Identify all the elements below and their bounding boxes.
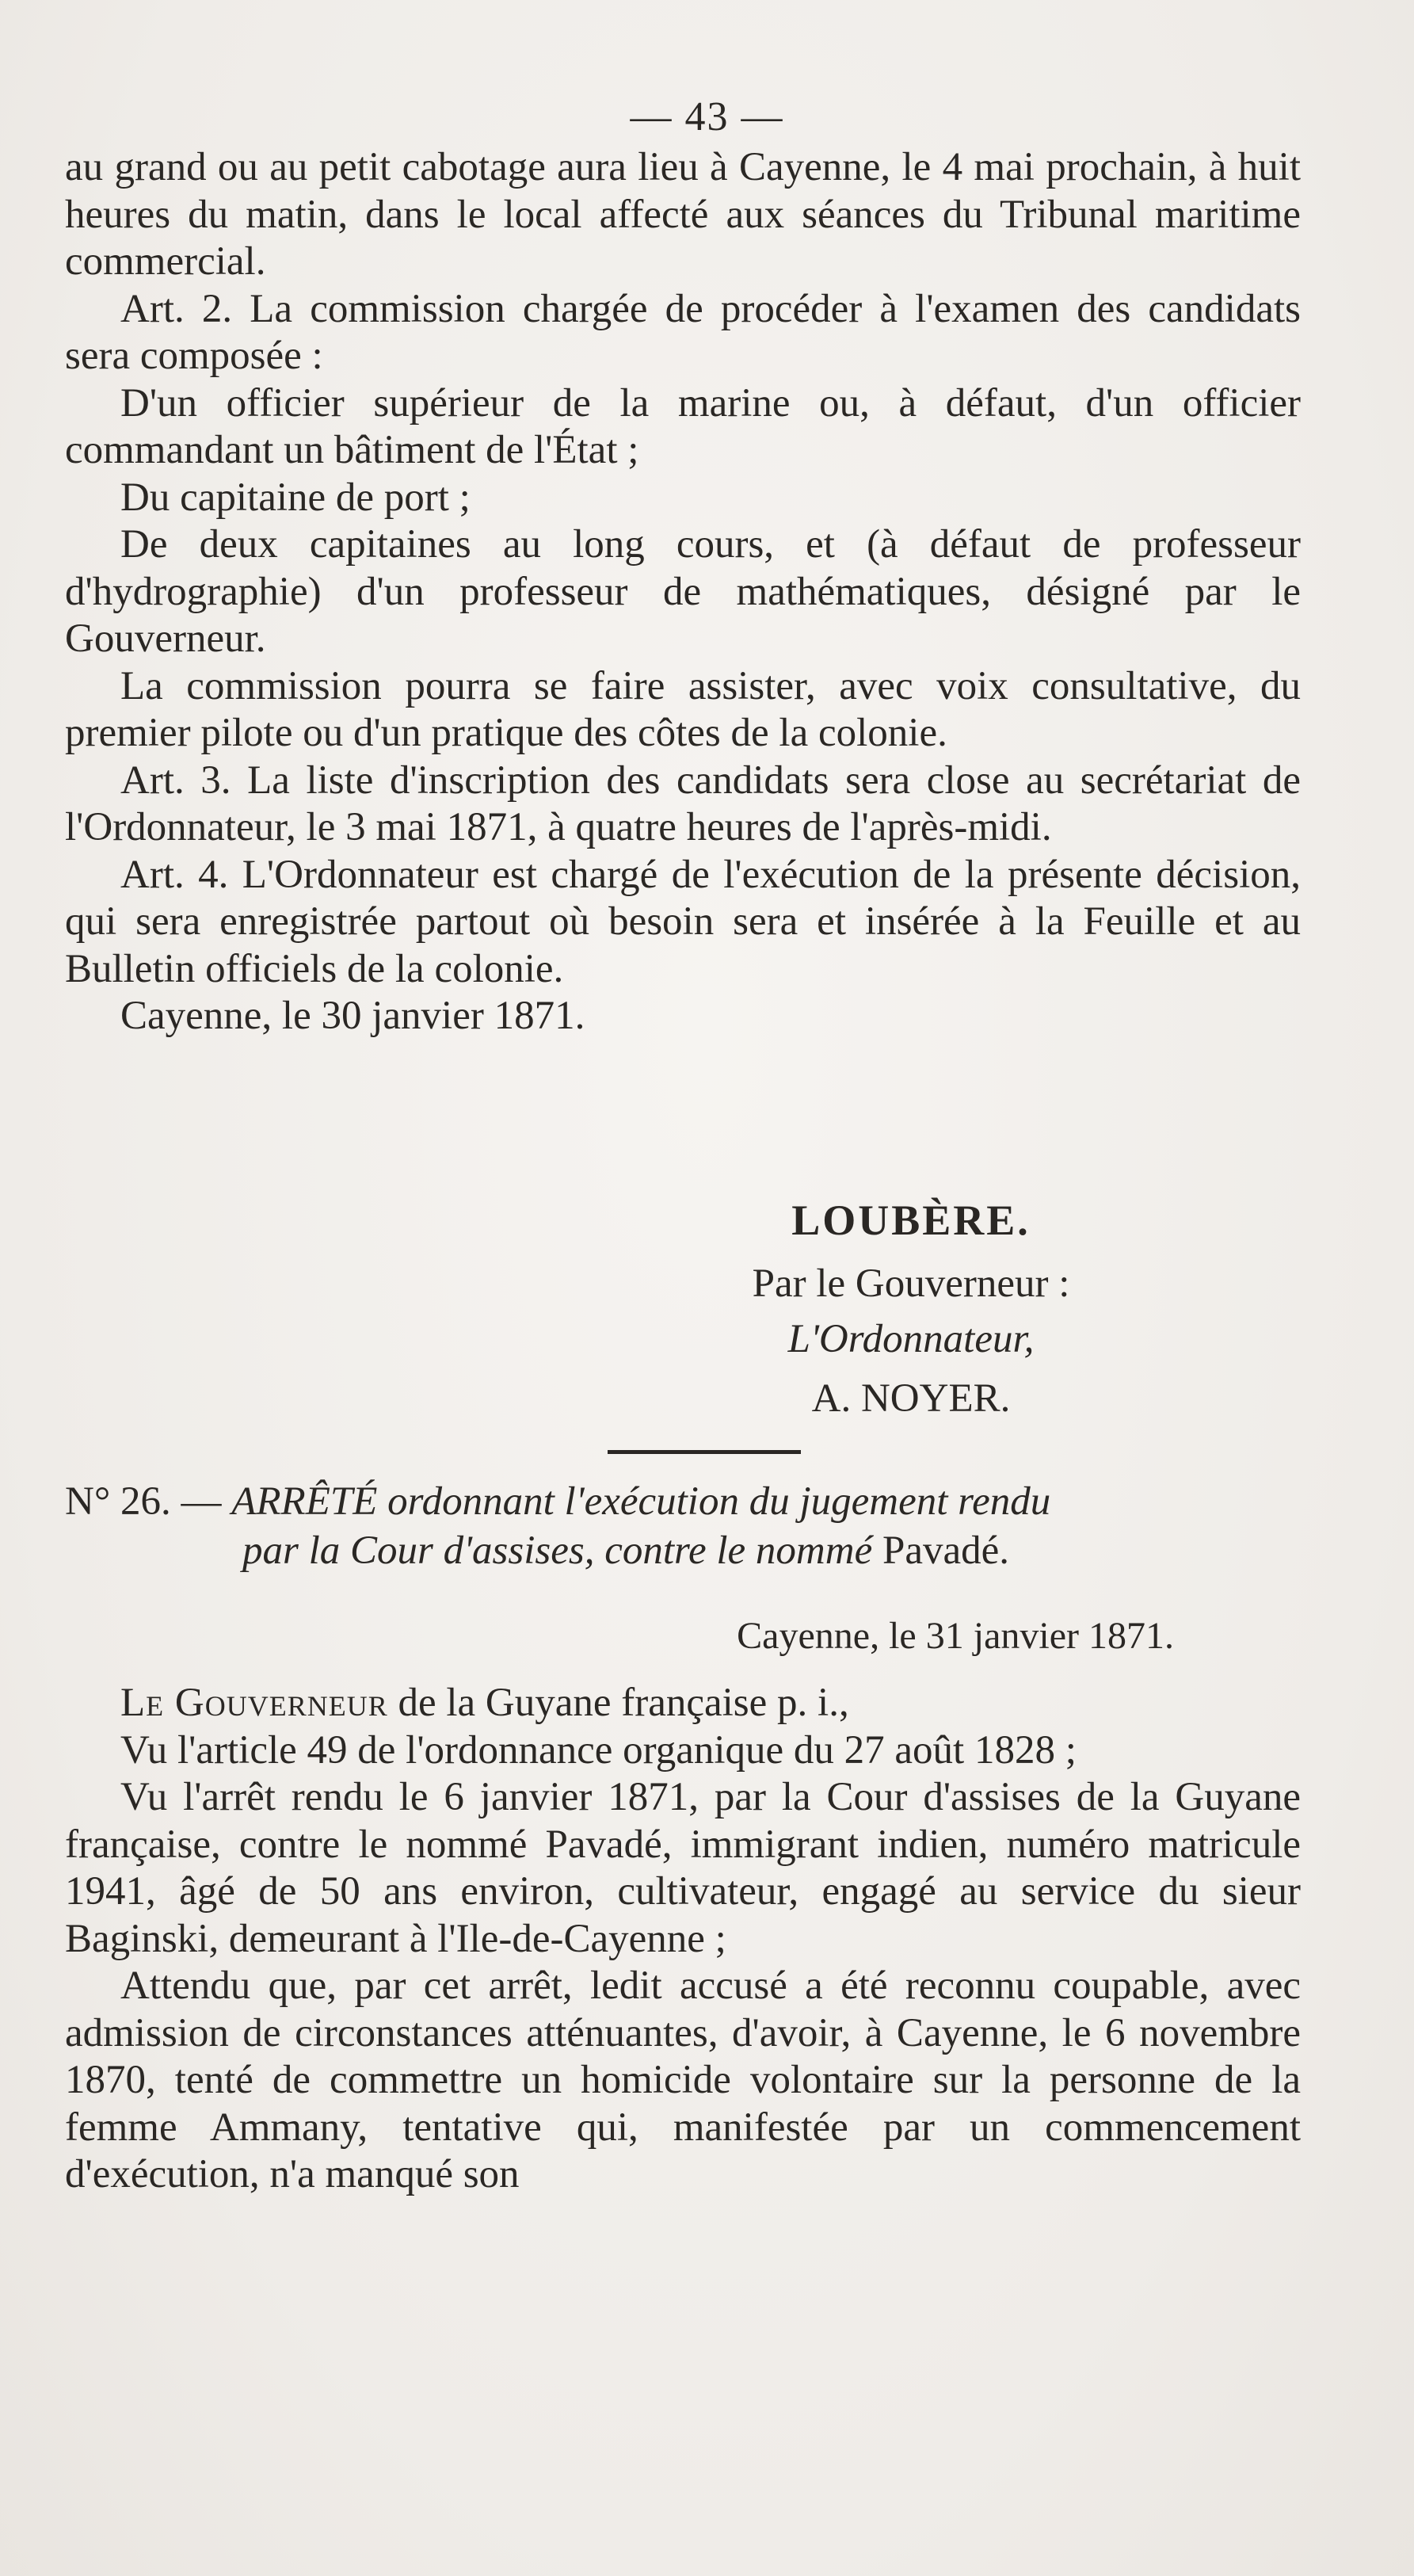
- paragraph-assistance: La commission pourra se faire assister, avec voix consultative, du premier pilote ou d'un pratique des côtes de la colonie.: [65, 663, 1301, 755]
- paragraph-continuation: au grand ou au petit cabotage aura lieu à Cayenne, le 4 mai prochain, à huit heures du matin, dans le local affecté aux séances du Tribunal maritime commercial.: [65, 145, 1301, 284]
- gouverneur-rest: de la Guyane française p. i.,: [387, 1681, 849, 1725]
- decree-title-line2: par la Cour d'assises, contre le nommé: [242, 1528, 873, 1573]
- decree-title-line1: ARRÊTÉ ordonnant l'exécution du jugement rendu: [231, 1479, 1051, 1524]
- paragraph-gouverneur: [65, 1680, 1301, 1727]
- gouverneur-title: Le Gouverneur: [120, 1681, 388, 1725]
- signature-role: L'Ordonnateur,: [787, 1317, 1035, 1361]
- paragraph-capitaine-port: Du capitaine de port ;: [120, 475, 471, 520]
- page-number: — 43 —: [630, 94, 784, 139]
- signature-signer: A. NOYER.: [811, 1376, 1011, 1421]
- paragraph-art4: Art. 4. L'Ordonnateur est chargé de l'exécution de la présente décision, qui sera enregistrée partout où besoin sera et insérée à la Feuille et au Bulletin officiels de la colonie.: [65, 852, 1301, 991]
- decree-number: N° 26. —: [65, 1479, 222, 1524]
- decree-dateline: Cayenne, le 31 janvier 1871.: [737, 1615, 1174, 1657]
- decision-text: [65, 144, 1301, 1040]
- paragraph-date-place: Cayenne, le 30 janvier 1871.: [120, 994, 585, 1038]
- paragraph-art2: Art. 2. La commission chargée de procéder à l'examen des candidats sera composée :: [65, 286, 1301, 378]
- paragraph-attendu: Attendu que, par cet arrêt, ledit accusé a été reconnu coupable, avec admission de circonstances atténuantes, d'avoir, à Cayenne, le 6 novembre 1870, tenté de commettre un homicide volontaire sur la personne de la femme Ammany, tentative qui, manifestée par un commencement d'exécution, n'a manqué son: [65, 1963, 1301, 2196]
- signature-by: Par le Gouverneur :: [752, 1261, 1070, 1306]
- paragraph-vu-article: Vu l'article 49 de l'ordonnance organique du 27 août 1828 ;: [120, 1727, 1077, 1773]
- signature-name: LOUBÈRE.: [791, 1196, 1031, 1244]
- decree-heading: [65, 1477, 1301, 1575]
- paragraph-officier: D'un officier supérieur de la marine ou, à défaut, d'un officier commandant un bâtiment de l'État ;: [65, 380, 1301, 472]
- paragraph-art3: Art. 3. La liste d'inscription des candidats sera close au secrétariat de l'Ordonnateur, le 3 mai 1871, à quatre heures de l'après-midi.: [65, 758, 1301, 849]
- decree-title-name: Pavadé.: [882, 1528, 1010, 1573]
- paragraph-vu-arret: Vu l'arrêt rendu le 6 janvier 1871, par la Cour d'assises de la Guyane française, contre le nommé Pavadé, immigrant indien, numéro matricule 1941, âgé de 50 ans environ, cultivateur, engagé au service du sieur Baginski, demeurant à l'Ile-de-Cayenne ;: [65, 1775, 1301, 1961]
- section-divider: [608, 1450, 801, 1454]
- decree-text: [65, 1680, 1301, 2199]
- paragraph-capitaines-long-cours: De deux capitaines au long cours, et (à défaut de professeur d'hydrographie) d'un professeur de mathématiques, désigné par le Gouverneur.: [65, 522, 1301, 661]
